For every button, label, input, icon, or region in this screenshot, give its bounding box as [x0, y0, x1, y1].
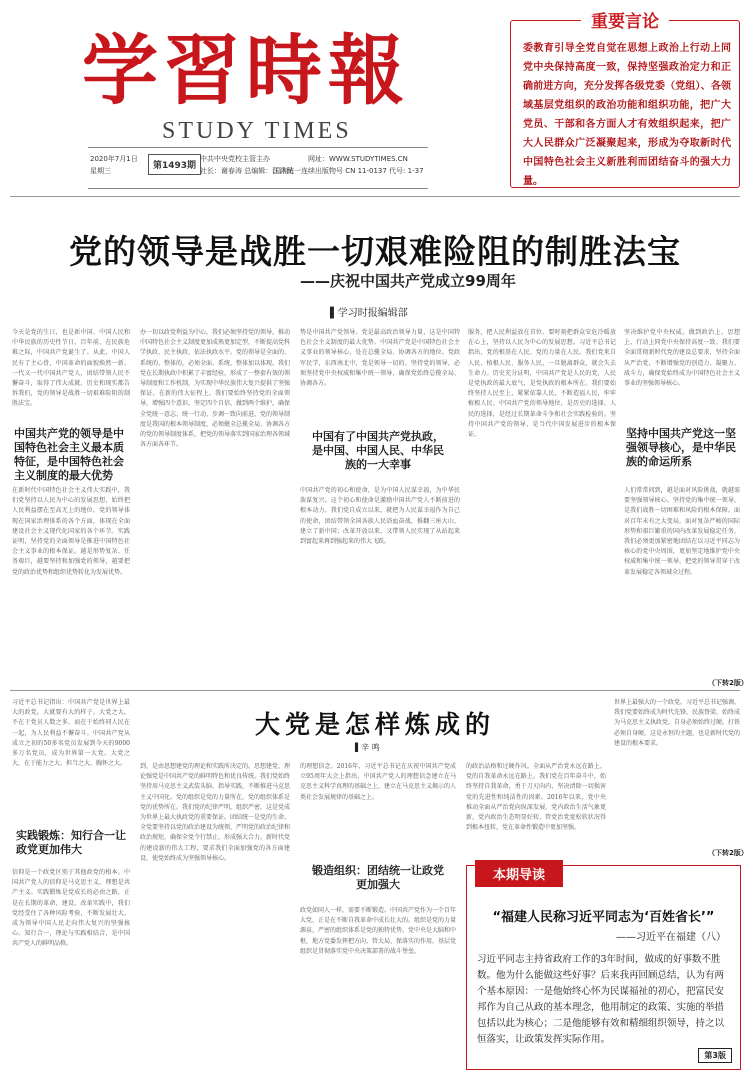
lead-col2: 办一切以政党利益为中心，我们必须坚持党的领导，推动中国特色社会主义制度更加成熟更加定型，不断提高党科学执政、民主执政、依法执政水平。党的领导是全面的、系统的、整体的，必须全面、系统、整体加以体现。我们党在长期执政中积累了丰富经验，形成了一整套有效的领导制度和工作机制，为实现中华民族伟大复兴提供了坚强保证。在新的伟大征程上，我们要始终坚持党的全面领导，增强四个意识、坚定四个自信、做到两个维护，确保全党统一意志、统一行动、步调一致向前进。党的领导制度是我国的根本领导制度，必须健全总揽全局、协调各方的党的领导制度体系，把党的领导落实到国家治理各领域各方面各环节。	[140, 329, 290, 449]
lead-col3-bottom: 中国共产党的初心和使命，是为中国人民谋幸福，为中华民族谋复兴。这个初心和使命是激励中国共产党人不断前进的根本动力。我们党自成立以来，就把为人民谋幸福作为自己的使命，团结带领全国各族人民浴血奋战，推翻三座大山，建立了新中国；改革开放以来，又带领人民实现了从站起来到富起来再到强起来的伟大飞跃。	[300, 487, 460, 546]
lead-col4: 服务，把人民利益放在首位。要时刻把群众安危冷暖放在心上，坚持以人民为中心的发展思想。习近平总书记指出，党的根基在人民、党的力量在人民。我们党来自人民、植根人民、服务人民，一旦脱离群众，就会失去生命力。历史充分证明，中国共产党是人民的党，人民是党执政的最大底气，是党执政的根本所在。我们要始终坚持人民至上，紧紧依靠人民，不断造福人民，牢牢植根人民。中国共产党的领导地位，是历史的选择、人民的选择，是经过长期革命斗争和社会实践检验的。坚持中国共产党的领导，是当代中国发展进步的根本保证。	[468, 329, 616, 439]
second-section-heading-2: 锻造组织：团结统一让政党更加强大	[312, 864, 444, 891]
lead-section-heading-1: 中国共产党的领导是中国特色社会主义最本质特征，是中国特色社会主义制度的最大优势	[14, 427, 124, 482]
issue-number: 第1493期	[148, 154, 201, 175]
issue-guide-title[interactable]: “福建人民称习近平同志为‘百姓省长’”	[492, 910, 715, 925]
important-remarks-text: 委教育引导全党自觉在思想上政治上行动上同党中央保持高度一致，保持坚强政治定力和正确前进方向，充分发挥各级党委（党组）、各领域基层党组织的政治功能和组织功能，把广大党员、干部和各方面人才有效组织起来，把广大人民群众广泛凝聚起来，形成为夺取新时代中国特色社会主义新胜利而团结奋斗的强大力量。	[523, 43, 731, 187]
second-col3-top: 的理想信念。2016年，习近平总书记在庆祝中国共产党成立95周年大会上指出，中国共产党人的理想信念建立在马克思主义科学真理的基础之上，建立在马克思主义揭示的人类社会发展规律的基础之上。	[300, 763, 456, 801]
masthead-title: 学習時報	[82, 26, 410, 115]
divider	[10, 690, 740, 691]
issue-guide-subtitle: ——习近平在福建（八）	[616, 932, 726, 943]
editors: 社长：谢春涛 总编辑：江泽民	[200, 167, 294, 175]
lead-col1-top: 今天是党的生日，也是新中国、中国人民和中华民族的历史性节日。百年前，在民族危难之际，中国共产党诞生了。从此，中国人民有了主心骨，中国革命的面貌焕然一新。一代又一代中国共产党人，团结带领人民不懈奋斗，取得了伟大成就。历史和现实都告诉我们，党的领导是战胜一切艰难险阻的制胜法宝。	[12, 329, 130, 408]
important-remarks-title: 重要言论	[581, 12, 669, 32]
divider	[10, 196, 740, 197]
second-byline: ▌辛 鸣	[355, 743, 380, 752]
second-col1-top: 习近平总书记指出：中国共产党是世界上最大的政党。大就要有大的样子。大党之大，不在于党员人数之多，而在于始终同人民在一起，为人民利益不懈奋斗。中国共产党从成立之初的50多名党员发展到今天的9000多万名党员，成为世界第一大党。大党之大，在于能力之大、担当之大、胸怀之大。	[12, 699, 130, 768]
masthead	[12, 6, 432, 186]
masthead-english: STUDY TIMES	[162, 118, 352, 144]
masthead-info-row	[88, 147, 428, 189]
second-continued: （下转2版）	[708, 849, 748, 857]
second-col1-bottom: 信仰是一个政党区别于其他政党的根本。中国共产党人的信仰是马克思主义，理想是共产主义。实践锻炼是党成长的必由之路，正是在长期的革命、建设、改革实践中，我们党经受住了各种风险考验，不断发展壮大，成为领导中国人民走向伟大复兴的坚强核心。知行合一，理论与实践相结合，是中国共产党人的鲜明品格。	[12, 869, 130, 948]
issue-guide-tab: 本期导读	[475, 860, 563, 887]
issue-guide-box	[466, 865, 741, 1070]
issue-date: 2020年7月1日	[90, 155, 138, 163]
lead-section-heading-2: 中国有了中国共产党执政，是中国、中国人民、中华民族的一大幸事	[312, 430, 444, 471]
website[interactable]: 网址：WWW.STUDYTIMES.CN	[308, 155, 408, 163]
important-remarks-box	[510, 12, 740, 188]
lead-col5-top: 坚决维护党中央权威，做到政治上、思想上、行动上同党中央保持高度一致。我们要全面贯彻新时代党的建设总要求，坚持全面从严治党，不断增强党的创造力、凝聚力、战斗力，确保党始终成为中国特色社会主义事业的坚强领导核心。	[624, 329, 740, 388]
issue-guide-body: 习近平同志主持省政府工作的3年时间，做成的好事数不胜数。他为什么能做这些好事？后来我再回顾总结，认为有两个基本原因：一是他始终心怀为民谋福祉的初心，把富民安邦作为自己从政的基本理念，他用制定的政策、实施的举措包括以此为核心；二是他能够有效和精细组织领导，持之以恒落实，让政策发挥实际作用。	[477, 954, 725, 1045]
lead-subtitle: ——庆祝中国共产党成立99周年	[300, 272, 516, 290]
second-section-heading-1: 实践锻炼：知行合一让政党更加伟大	[16, 829, 126, 856]
lead-col5-bottom: 人们常常问到，越是面对风险挑战，就越需要坚强领导核心。坚持党的集中统一领导，是我们战胜一切困难和风险的根本保障。面对百年未有之大变局，面对复杂严峻的国际形势和艰巨繁重的国内改革发展稳定任务，我们必须更加紧密地团结在以习近平同志为核心的党中央周围，更加坚定地维护党中央权威和集中统一领导，把党的领导贯穿于改革发展稳定各领域全过程。	[624, 487, 740, 576]
lead-continued: （下转2版）	[708, 679, 748, 687]
issue-guide-page[interactable]: 第3版	[698, 1048, 732, 1063]
publication-codes: 国内统一连续出版物号 CN 11-0137 代号: 1-37	[273, 167, 424, 175]
second-col2: 到，是由思想建党的理论和实践所决定的。思想建党、理论强党是中国共产党的鲜明特色和优良传统。我们党始终坚持用马克思主义武装头脑、指导实践，不断推进马克思主义中国化。党的组织是党的力量所在，党的组织体系是党的优势所在。我们党的纪律严明，组织严密，这是党成为世界上最大执政党的重要保证。团结统一是党的生命。全党要坚持以党的政治建设为统领，严明党的政治纪律和政治规矩，确保全党令行禁止，形成强大合力。新时代党的建设新的伟大工程，要求我们全面加强党的各方面建设，使党始终成为坚强领导核心。	[140, 763, 290, 862]
publisher: 中共中央党校主管主办	[200, 155, 270, 163]
lead-col3-top: 势是中国共产党领导。党是最高政治领导力量，这是中国特色社会主义制度的最大优势。中国共产党是中国特色社会主义事业的领导核心，处在总揽全局、协调各方的地位。党政军民学，东西南北中，党是领导一切的。坚持党的领导，必须坚持党中央权威和集中统一领导，确保党始终总揽全局、协调各方。	[300, 329, 460, 388]
lead-col1-bottom: 在新时代中国特色社会主义伟大实践中，我们党坚持以人民为中心的发展思想，始终把人民利益摆在至高无上的地位。党的领导体现在国家治理体系的各个方面，体现在全面建设社会主义现代化国家的各个环节。实践证明，坚持党的全面领导是推进中国特色社会主义事业的根本保证。越是形势复杂、任务艰巨，越要坚持和加强党的领导，越要把党的政治优势和组织优势转化为发展优势。	[12, 487, 130, 576]
second-col5: 世界上最强大的一个政党。习近平总书记强调，我们党要始终成为时代先锋、民族脊梁，始终成为马克思主义执政党，自身必须始终过硬。打铁必须自身硬，这是永恒的主题，也是新时代党的建设的根本要求。	[614, 699, 740, 747]
second-col4: 的政治品格和过硬作风。全面从严治党永远在路上，党的自我革命永远在路上。我们党在百年奋斗中，始终坚持自我革命，勇于刀刃向内，坚决清除一切损害党的先进性和纯洁性的因素。2016年以来，党中央推动全面从严治党向纵深发展，党内政治生活气象更新，党内政治生态明显好转，管党治党宽松软状况得到根本扭转，党在革命性锻造中更加坚强。	[466, 763, 606, 832]
second-col3-bottom: 政党如同人一样，需要不断锻造。中国共产党作为一个百年大党，正是在不断自我革命中成长壮大的。组织是党的力量源泉，严密的组织体系是党的独特优势。党中央是大脑和中枢，地方党委发挥把方向、管大局、保落实的作用，基层党组织是贯彻落实党中央决策部署的战斗堡垒。	[300, 907, 456, 955]
issue-weekday: 星期三	[90, 167, 111, 175]
lead-byline: ▌学习时报编辑部	[330, 308, 408, 319]
second-headline: 大党是怎样炼成的	[254, 710, 495, 739]
lead-section-heading-3: 坚持中国共产党这一坚强领导核心，是中华民族的命运所系	[626, 427, 736, 468]
lead-headline: 党的领导是战胜一切艰难险阻的制胜法宝	[69, 232, 681, 271]
